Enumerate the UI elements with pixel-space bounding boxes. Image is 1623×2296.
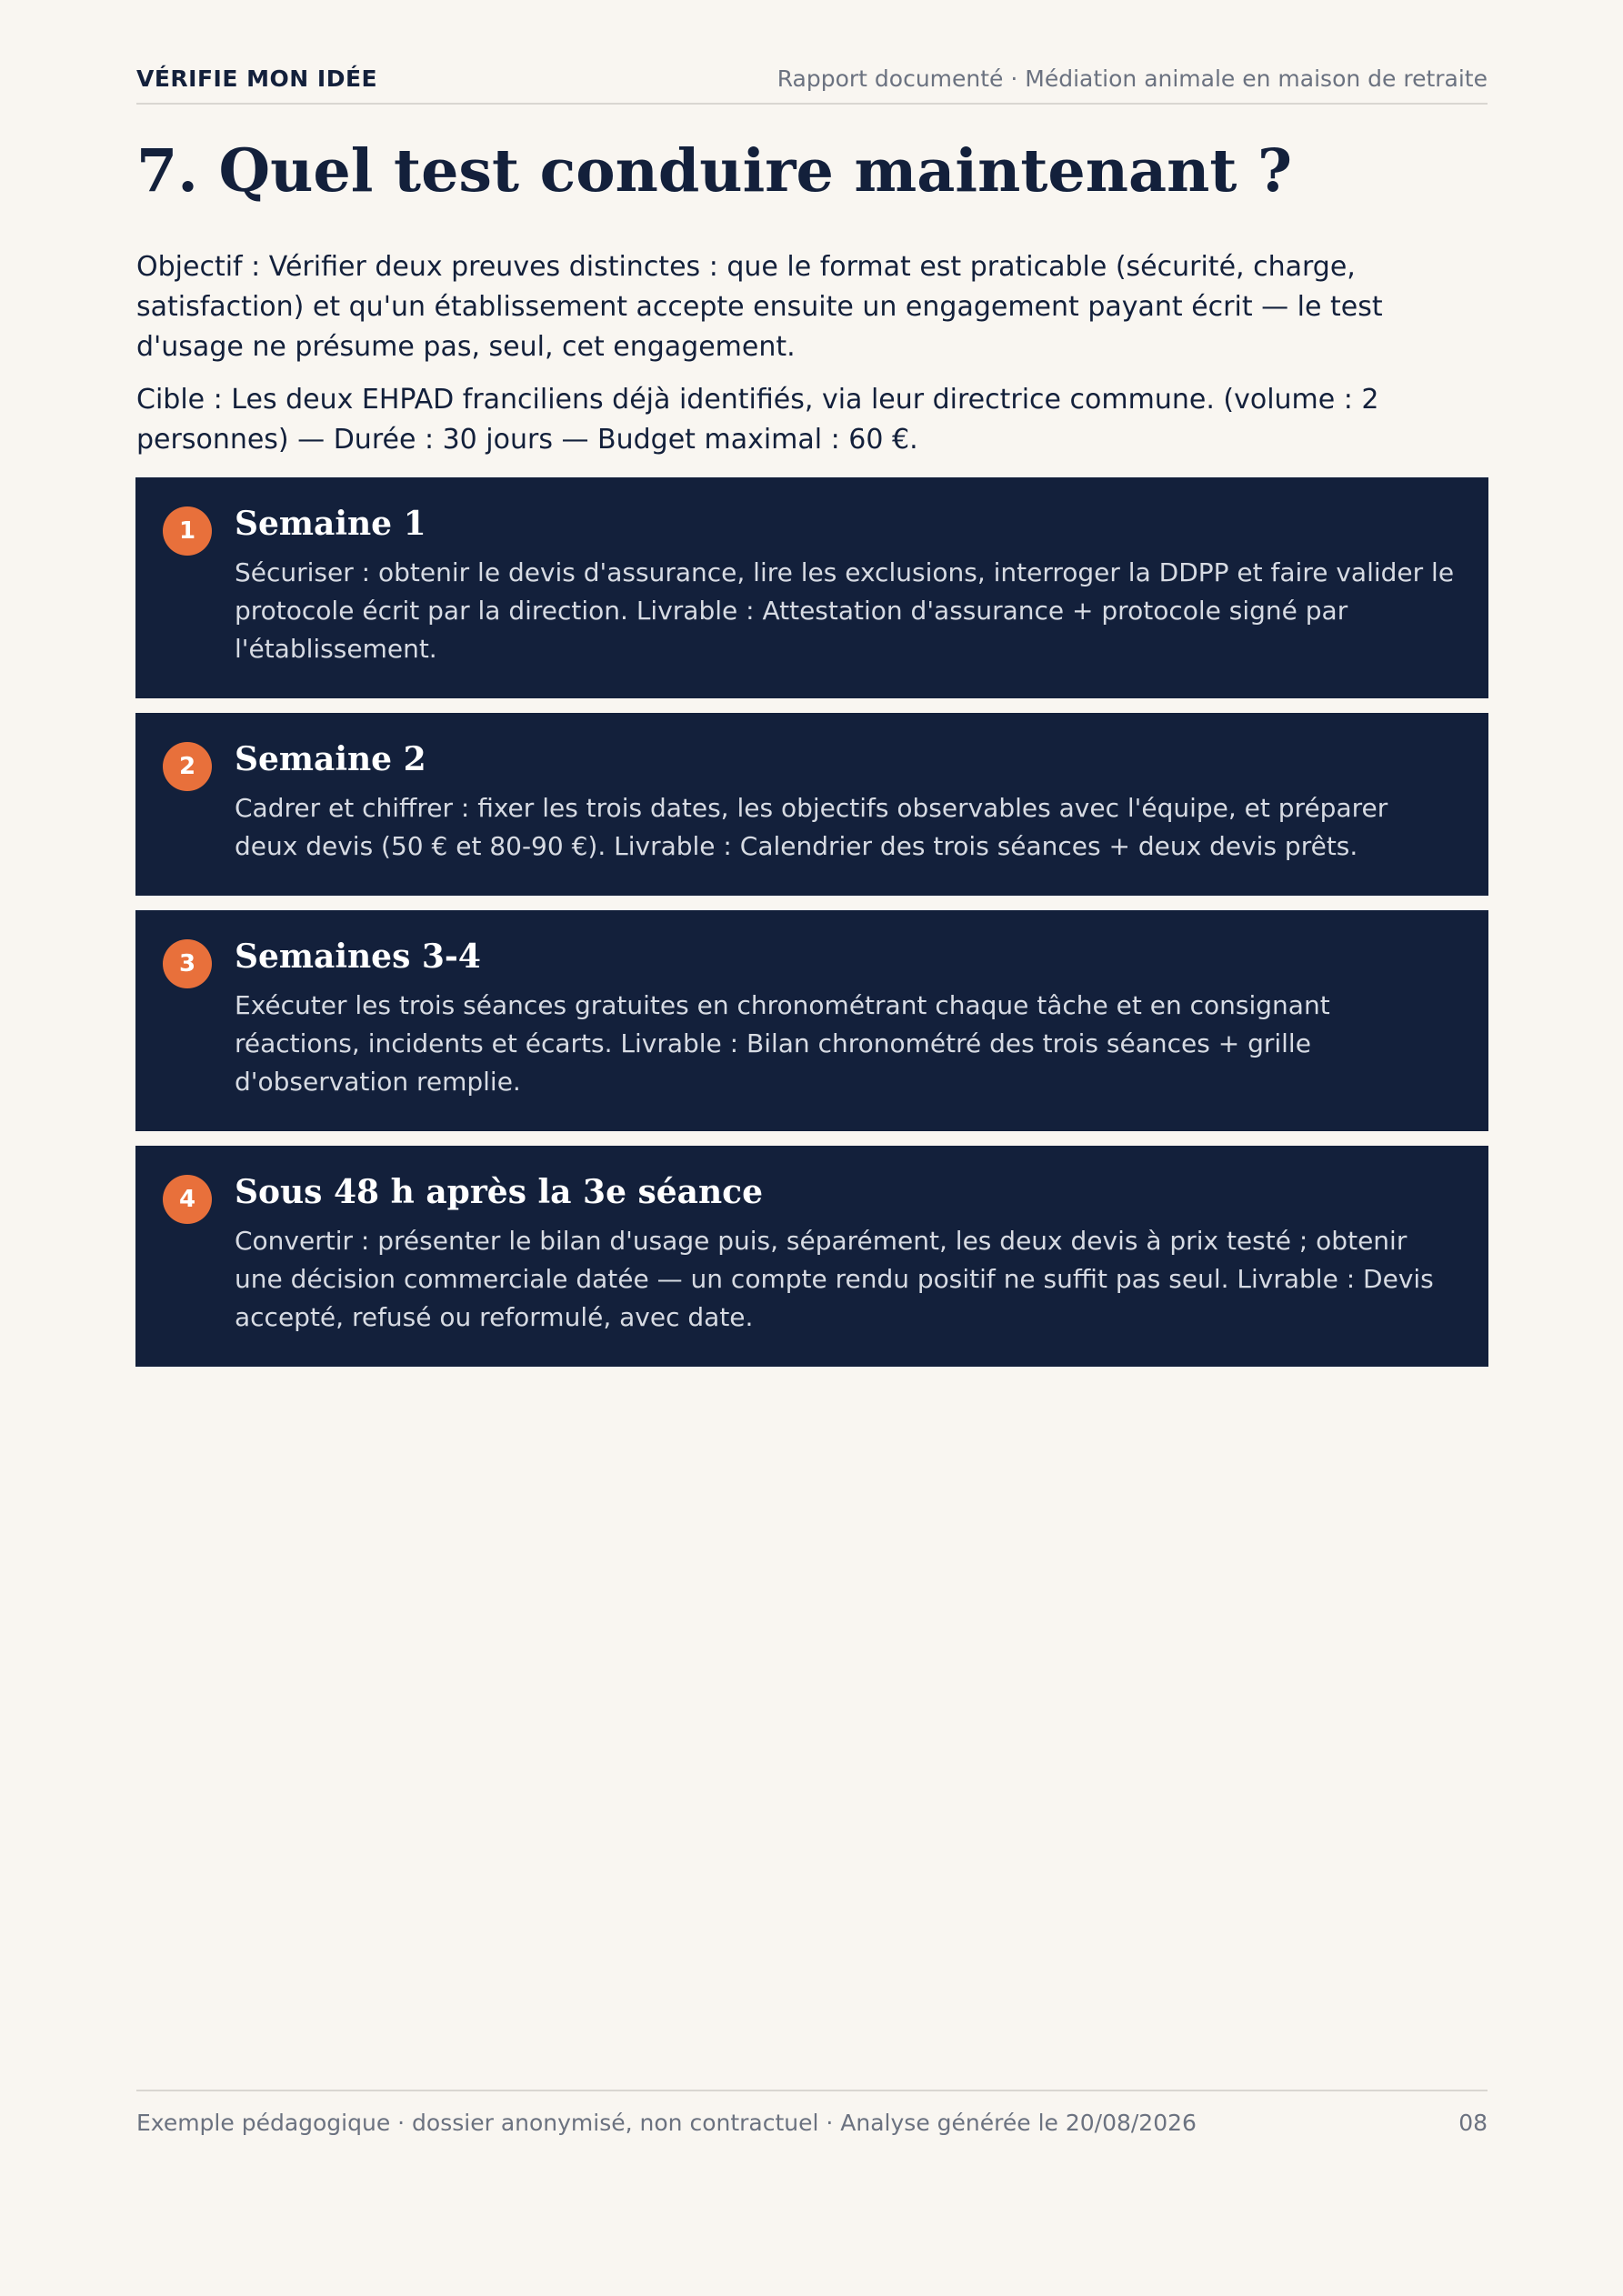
page-title: 7. Quel test conduire maintenant ?	[136, 136, 1293, 206]
step-number-badge: 1	[163, 506, 212, 556]
target-paragraph: Cible : Les deux EHPAD franciliens déjà identifiés, via leur directrice commune. (volume : 2 personnes) — Durée : 30 jours — Budget maximal : 60 €.	[136, 384, 1379, 456]
objective-paragraph: Objectif : Vérifier deux preuves distinctes : que le format est praticable (sécurité, charge, satisfaction) et qu'un établissement accepte ensuite un engagement payant écrit — le test d'usage ne présume pas, seul, cet engagement.	[136, 251, 1383, 363]
page-footer	[136, 2090, 1488, 2136]
step-card-3	[135, 910, 1488, 1131]
step-number-badge: 2	[163, 742, 212, 791]
step-title: Semaine 2	[235, 740, 426, 778]
step-title: Sous 48 h après la 3e séance	[235, 1173, 764, 1211]
step-card-4	[135, 1146, 1488, 1367]
page-number: 08	[1458, 2110, 1488, 2136]
step-card-2	[135, 713, 1488, 896]
footer-note: Exemple pédagogique · dossier anonymisé, non contractuel · Analyse générée le 20/08/2026	[136, 2110, 1197, 2136]
step-description: Sécuriser : obtenir le devis d'assurance, lire les exclusions, interroger la DDPP et faire valider le protocole écrit par la direction. Livrable : Attestation d'assurance + protocole signé par l'établissement.	[235, 557, 1455, 664]
step-description: Exécuter les trois séances gratuites en chronométrant chaque tâche et en consignant réactions, incidents et écarts. Livrable : Bilan chronométré des trois séances + grille d'observation remplie.	[235, 990, 1330, 1097]
step-title: Semaine 1	[235, 505, 426, 543]
step-title: Semaines 3-4	[235, 937, 481, 976]
step-description: Cadrer et chiffrer : fixer les trois dates, les objectifs observables avec l'équipe, et préparer deux devis (50 € et 80-90 €). Livrable : Calendrier des trois séances + deux devis prêts.	[235, 793, 1388, 861]
step-card-1	[135, 477, 1488, 698]
brand-name: VÉRIFIE MON IDÉE	[136, 65, 378, 92]
step-description: Convertir : présenter le bilan d'usage puis, séparément, les deux devis à prix testé ; obtenir une décision commerciale datée — un compte rendu positif ne suffit pas seul. Livrable : Devis accepté, refusé ou reformulé, avec date.	[235, 1226, 1434, 1332]
report-subtitle: Rapport documenté · Médiation animale en maison de retraite	[776, 65, 1488, 92]
step-number-badge: 4	[163, 1175, 212, 1224]
page-header	[136, 62, 1488, 105]
step-number-badge: 3	[163, 939, 212, 988]
